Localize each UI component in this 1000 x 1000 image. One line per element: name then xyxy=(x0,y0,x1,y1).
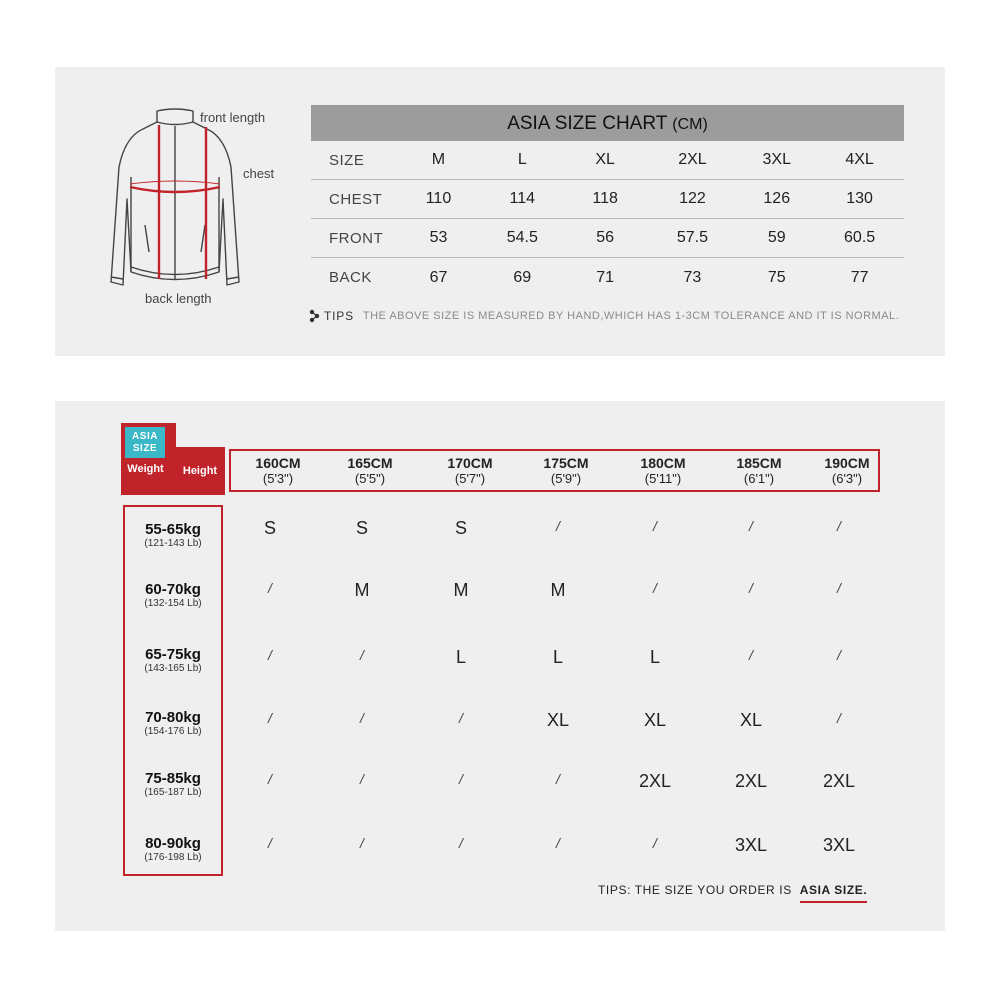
size-cell: S xyxy=(454,518,467,538)
size-cell: / xyxy=(837,518,841,534)
table-cell: 60.5 xyxy=(844,229,876,246)
size-cell: / xyxy=(360,710,364,726)
size-cell: 2XL xyxy=(638,771,672,791)
size-cell: 3XL xyxy=(822,835,856,855)
table-cell: 77 xyxy=(850,268,869,286)
height-ft: (5'5") xyxy=(354,471,386,486)
row-label: SIZE xyxy=(329,151,365,169)
height-ft: (5'3") xyxy=(262,471,294,486)
weight-label: Weight xyxy=(127,463,164,475)
size-cell: / xyxy=(268,580,272,596)
height-cm: 190CM xyxy=(824,455,870,471)
height-cm: 180CM xyxy=(640,455,686,471)
size-cell: / xyxy=(837,710,841,726)
table-cell: M xyxy=(431,151,446,168)
size-cell: / xyxy=(556,835,560,851)
height-cm: 170CM xyxy=(447,455,493,471)
weight-lb: (165-187 Lb) xyxy=(144,787,202,798)
order-tips-text: TIPS: THE SIZE YOU ORDER IS xyxy=(598,883,792,897)
height-header-row xyxy=(229,449,880,492)
table-cell: 67 xyxy=(429,268,448,286)
size-cell: M xyxy=(453,580,469,600)
height-column xyxy=(325,456,415,486)
size-guide-panel xyxy=(55,401,945,931)
table-row-chest xyxy=(311,180,904,219)
size-chart-title xyxy=(311,105,904,141)
size-cell: / xyxy=(459,835,463,851)
weight-lb: (121-143 Lb) xyxy=(144,538,202,549)
row-label: FRONT xyxy=(329,229,384,247)
table-row-size xyxy=(311,141,904,180)
table-cell: 71 xyxy=(596,268,615,286)
table-cell: 110 xyxy=(425,190,452,207)
weight-row-label xyxy=(125,521,221,550)
weight-row-label xyxy=(125,581,221,610)
table-cell: 4XL xyxy=(845,151,874,168)
height-ft: (6'1") xyxy=(743,471,775,486)
weight-lb: (176-198 Lb) xyxy=(144,852,202,863)
height-ft: (6'3") xyxy=(831,471,863,486)
size-cell: / xyxy=(556,771,560,787)
size-cell: L xyxy=(455,647,466,667)
weight-lb: (132-154 Lb) xyxy=(144,598,202,609)
size-cell: XL xyxy=(643,710,667,730)
weight-kg: 65-75kg xyxy=(145,646,201,663)
table-row-back xyxy=(311,258,904,297)
size-cell: 2XL xyxy=(822,771,856,791)
size-cell: / xyxy=(360,835,364,851)
size-cell: / xyxy=(749,647,753,663)
jacket-measurement-icon xyxy=(105,107,285,312)
table-cell: 59 xyxy=(767,229,786,246)
size-cell: / xyxy=(268,710,272,726)
size-cell: 3XL xyxy=(734,835,768,855)
height-ft: (5'11") xyxy=(644,471,682,486)
weight-column xyxy=(123,505,223,876)
height-column xyxy=(425,456,515,486)
height-cm: 160CM xyxy=(255,455,301,471)
tips-text: THE ABOVE SIZE IS MEASURED BY HAND,WHICH HAS 1-3CM TOLERANCE AND IT IS NORMAL. xyxy=(362,310,900,322)
order-tips xyxy=(598,883,867,897)
size-cell: / xyxy=(653,580,657,596)
size-cell: L xyxy=(649,647,660,667)
size-cell: / xyxy=(268,647,272,663)
table-cell: 53 xyxy=(429,229,448,246)
size-cell: M xyxy=(550,580,566,600)
weight-row-label xyxy=(125,709,221,738)
size-cell: / xyxy=(837,580,841,596)
table-cell: 56 xyxy=(596,229,615,246)
table-cell: 57.5 xyxy=(676,229,708,246)
table-cell: 114 xyxy=(509,190,536,207)
weight-row-label xyxy=(125,770,221,799)
row-label: BACK xyxy=(329,269,372,286)
weight-kg: 55-65kg xyxy=(145,521,201,538)
table-cell: 75 xyxy=(767,268,786,286)
height-cm: 175CM xyxy=(543,455,589,471)
height-column xyxy=(233,456,323,486)
size-cell: / xyxy=(653,518,657,534)
size-cell: M xyxy=(354,580,370,600)
size-chart-panel xyxy=(55,67,945,356)
weight-kg: 70-80kg xyxy=(145,709,201,726)
height-column xyxy=(802,456,892,486)
table-row-front xyxy=(311,219,904,258)
size-chart-title-unit: (CM) xyxy=(672,116,708,133)
order-tips-emphasis: ASIA SIZE. xyxy=(800,883,868,903)
measurement-tips xyxy=(307,309,927,323)
size-cell: / xyxy=(360,647,364,663)
size-cell: / xyxy=(749,580,753,596)
back-length-label: back length xyxy=(145,291,212,306)
height-column xyxy=(521,456,611,486)
size-cell: / xyxy=(268,771,272,787)
height-ft: (5'7") xyxy=(454,471,486,486)
size-cell: / xyxy=(459,771,463,787)
table-cell: XL xyxy=(595,151,615,168)
asia-size-chart-table xyxy=(311,105,904,297)
size-cell: S xyxy=(263,518,276,538)
weight-row-label xyxy=(125,646,221,675)
table-cell: 122 xyxy=(679,190,706,207)
size-cell: XL xyxy=(739,710,763,730)
height-column xyxy=(618,456,708,486)
size-cell: L xyxy=(552,647,563,667)
size-cell: XL xyxy=(546,710,570,730)
front-length-label: front length xyxy=(200,110,266,125)
weight-row-label xyxy=(125,835,221,864)
size-cell: / xyxy=(653,835,657,851)
size-cell: 2XL xyxy=(734,771,768,791)
height-label: Height xyxy=(175,447,225,495)
tips-icon xyxy=(307,309,321,323)
table-cell: 69 xyxy=(513,268,532,286)
table-cell: 118 xyxy=(592,190,618,207)
height-column xyxy=(714,456,804,486)
size-cell: / xyxy=(459,710,463,726)
size-cell: / xyxy=(556,518,560,534)
table-cell: 54.5 xyxy=(506,229,538,246)
size-cell: S xyxy=(355,518,368,538)
height-cm: 165CM xyxy=(347,455,393,471)
table-cell: L xyxy=(517,151,527,168)
size-cell: / xyxy=(360,771,364,787)
size-cell: / xyxy=(268,835,272,851)
table-cell: 2XL xyxy=(678,151,707,168)
table-cell: 126 xyxy=(763,190,791,207)
weight-kg: 80-90kg xyxy=(145,835,201,852)
table-cell: 130 xyxy=(846,190,873,207)
row-label: CHEST xyxy=(329,190,383,208)
size-cell: / xyxy=(749,518,753,534)
table-cell: 3XL xyxy=(762,151,791,168)
size-cell: / xyxy=(837,647,841,663)
tips-label: TIPS xyxy=(324,309,354,323)
chest-label: chest xyxy=(243,166,275,181)
weight-lb: (154-176 Lb) xyxy=(144,726,202,737)
height-ft: (5'9") xyxy=(550,471,582,486)
height-cm: 185CM xyxy=(736,455,782,471)
weight-kg: 60-70kg xyxy=(145,581,201,598)
asia-size-badge xyxy=(121,423,176,495)
weight-lb: (143-165 Lb) xyxy=(144,663,202,674)
size-chart-title-main: ASIA SIZE CHART xyxy=(507,113,667,134)
table-cell: 73 xyxy=(683,268,702,286)
asia-size-tag: ASIA SIZE xyxy=(125,427,165,458)
weight-kg: 75-85kg xyxy=(145,770,201,787)
